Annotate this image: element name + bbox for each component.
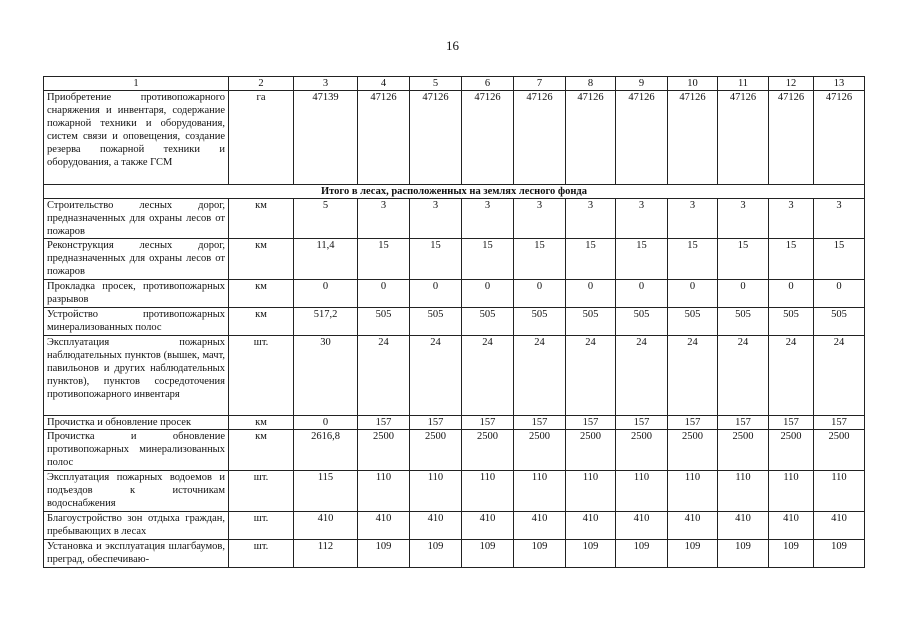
value-cell: 11,4 xyxy=(294,239,358,280)
value-cell: 109 xyxy=(718,540,769,568)
value-cell: 15 xyxy=(769,239,814,280)
unit-of-measure: км xyxy=(229,416,294,430)
column-number-header: 7 xyxy=(514,77,566,91)
value-cell: 47126 xyxy=(462,91,514,185)
value-cell: 115 xyxy=(294,471,358,512)
column-number-header: 12 xyxy=(769,77,814,91)
value-cell: 2500 xyxy=(814,430,865,471)
value-cell: 505 xyxy=(358,308,410,336)
column-number-header: 5 xyxy=(410,77,462,91)
value-cell: 410 xyxy=(566,512,616,540)
value-cell: 505 xyxy=(616,308,668,336)
column-number-header: 6 xyxy=(462,77,514,91)
value-cell: 110 xyxy=(616,471,668,512)
value-cell: 47126 xyxy=(668,91,718,185)
value-cell: 109 xyxy=(410,540,462,568)
value-cell: 3 xyxy=(616,199,668,239)
value-cell: 2500 xyxy=(769,430,814,471)
value-cell: 47139 xyxy=(294,91,358,185)
value-cell: 110 xyxy=(769,471,814,512)
value-cell: 2500 xyxy=(410,430,462,471)
value-cell: 0 xyxy=(814,280,865,308)
value-cell: 24 xyxy=(514,336,566,416)
unit-of-measure: км xyxy=(229,430,294,471)
measure-name: Эксплуатация пожарных наблюдательных пунктов (вышек, мачт, павильонов и других наблюдательных пунктов), пунктов сосредоточения противопожарного инвентаря xyxy=(44,336,229,416)
value-cell: 157 xyxy=(410,416,462,430)
table-row xyxy=(44,512,865,540)
column-number-header: 9 xyxy=(616,77,668,91)
value-cell: 15 xyxy=(358,239,410,280)
value-cell: 3 xyxy=(566,199,616,239)
value-cell: 3 xyxy=(718,199,769,239)
value-cell: 410 xyxy=(294,512,358,540)
value-cell: 24 xyxy=(462,336,514,416)
value-cell: 2500 xyxy=(566,430,616,471)
table-row xyxy=(44,430,865,471)
value-cell: 157 xyxy=(514,416,566,430)
value-cell: 505 xyxy=(814,308,865,336)
value-cell: 3 xyxy=(358,199,410,239)
value-cell: 15 xyxy=(462,239,514,280)
value-cell: 47126 xyxy=(718,91,769,185)
value-cell: 110 xyxy=(566,471,616,512)
value-cell: 505 xyxy=(668,308,718,336)
table-row xyxy=(44,308,865,336)
value-cell: 47126 xyxy=(410,91,462,185)
unit-of-measure: шт. xyxy=(229,471,294,512)
value-cell: 157 xyxy=(814,416,865,430)
value-cell: 110 xyxy=(718,471,769,512)
value-cell: 5 xyxy=(294,199,358,239)
value-cell: 109 xyxy=(462,540,514,568)
value-cell: 47126 xyxy=(814,91,865,185)
table-row xyxy=(44,199,865,239)
value-cell: 505 xyxy=(769,308,814,336)
column-number-header: 4 xyxy=(358,77,410,91)
value-cell: 3 xyxy=(668,199,718,239)
value-cell: 24 xyxy=(769,336,814,416)
column-number-header: 11 xyxy=(718,77,769,91)
measure-name: Реконструкция лесных дорог, предназначенных для охраны лесов от пожаров xyxy=(44,239,229,280)
value-cell: 15 xyxy=(514,239,566,280)
value-cell: 3 xyxy=(769,199,814,239)
value-cell: 157 xyxy=(616,416,668,430)
value-cell: 410 xyxy=(358,512,410,540)
value-cell: 410 xyxy=(814,512,865,540)
value-cell: 47126 xyxy=(358,91,410,185)
table-body xyxy=(44,77,865,568)
value-cell: 30 xyxy=(294,336,358,416)
value-cell: 0 xyxy=(668,280,718,308)
value-cell: 109 xyxy=(566,540,616,568)
column-number-header: 2 xyxy=(229,77,294,91)
value-cell: 15 xyxy=(668,239,718,280)
unit-of-measure: км xyxy=(229,199,294,239)
value-cell: 15 xyxy=(410,239,462,280)
value-cell: 0 xyxy=(718,280,769,308)
measure-name: Строительство лесных дорог, предназначенных для охраны лесов от пожаров xyxy=(44,199,229,239)
value-cell: 157 xyxy=(718,416,769,430)
table-row xyxy=(44,239,865,280)
value-cell: 109 xyxy=(769,540,814,568)
value-cell: 2500 xyxy=(616,430,668,471)
value-cell: 2616,8 xyxy=(294,430,358,471)
value-cell: 505 xyxy=(462,308,514,336)
value-cell: 24 xyxy=(358,336,410,416)
value-cell: 410 xyxy=(410,512,462,540)
value-cell: 157 xyxy=(769,416,814,430)
measure-name: Прочистка и обновление противопожарных минерализованных полос xyxy=(44,430,229,471)
unit-of-measure: га xyxy=(229,91,294,185)
value-cell: 109 xyxy=(358,540,410,568)
value-cell: 505 xyxy=(410,308,462,336)
value-cell: 15 xyxy=(814,239,865,280)
table-row xyxy=(44,471,865,512)
header-row xyxy=(44,77,865,91)
value-cell: 2500 xyxy=(514,430,566,471)
table-row xyxy=(44,280,865,308)
value-cell: 0 xyxy=(514,280,566,308)
value-cell: 24 xyxy=(718,336,769,416)
value-cell: 47126 xyxy=(616,91,668,185)
value-cell: 410 xyxy=(718,512,769,540)
column-number-header: 8 xyxy=(566,77,616,91)
value-cell: 24 xyxy=(616,336,668,416)
value-cell: 157 xyxy=(462,416,514,430)
value-cell: 110 xyxy=(410,471,462,512)
value-cell: 0 xyxy=(294,416,358,430)
value-cell: 110 xyxy=(358,471,410,512)
value-cell: 3 xyxy=(410,199,462,239)
measure-name: Устройство противопожарных минерализованных полос xyxy=(44,308,229,336)
column-number-header: 1 xyxy=(44,77,229,91)
value-cell: 0 xyxy=(294,280,358,308)
value-cell: 2500 xyxy=(358,430,410,471)
measure-name: Установка и эксплуатация шлагбаумов, преград, обеспечиваю- xyxy=(44,540,229,568)
measure-name: Приобретение противопожарного снаряжения и инвентаря, содержание пожарной техники и оборудования, систем связи и оповещения, создание резерва пожарной техники и оборудования, а также ГСМ xyxy=(44,91,229,185)
value-cell: 109 xyxy=(514,540,566,568)
table-row xyxy=(44,336,865,416)
value-cell: 3 xyxy=(514,199,566,239)
measure-name: Прокладка просек, противопожарных разрывов xyxy=(44,280,229,308)
table-row xyxy=(44,540,865,568)
value-cell: 517,2 xyxy=(294,308,358,336)
value-cell: 2500 xyxy=(462,430,514,471)
value-cell: 505 xyxy=(566,308,616,336)
value-cell: 15 xyxy=(566,239,616,280)
value-cell: 47126 xyxy=(566,91,616,185)
unit-of-measure: шт. xyxy=(229,540,294,568)
value-cell: 24 xyxy=(668,336,718,416)
value-cell: 2500 xyxy=(718,430,769,471)
measure-name: Прочистка и обновление просек xyxy=(44,416,229,430)
column-number-header: 3 xyxy=(294,77,358,91)
value-cell: 0 xyxy=(616,280,668,308)
value-cell: 110 xyxy=(668,471,718,512)
value-cell: 24 xyxy=(814,336,865,416)
measure-name: Благоустройство зон отдыха граждан, пребывающих в лесах xyxy=(44,512,229,540)
value-cell: 3 xyxy=(462,199,514,239)
value-cell: 505 xyxy=(718,308,769,336)
forest-fire-measures-table xyxy=(43,76,865,568)
value-cell: 24 xyxy=(410,336,462,416)
value-cell: 2500 xyxy=(668,430,718,471)
value-cell: 15 xyxy=(718,239,769,280)
column-number-header: 13 xyxy=(814,77,865,91)
table-row xyxy=(44,91,865,185)
value-cell: 0 xyxy=(462,280,514,308)
value-cell: 410 xyxy=(514,512,566,540)
value-cell: 109 xyxy=(814,540,865,568)
page-number: 16 xyxy=(446,38,459,53)
value-cell: 0 xyxy=(769,280,814,308)
column-number-header: 10 xyxy=(668,77,718,91)
unit-of-measure: км xyxy=(229,280,294,308)
value-cell: 110 xyxy=(814,471,865,512)
value-cell: 3 xyxy=(814,199,865,239)
value-cell: 47126 xyxy=(514,91,566,185)
value-cell: 110 xyxy=(514,471,566,512)
value-cell: 112 xyxy=(294,540,358,568)
value-cell: 157 xyxy=(668,416,718,430)
unit-of-measure: шт. xyxy=(229,336,294,416)
value-cell: 410 xyxy=(616,512,668,540)
unit-of-measure: шт. xyxy=(229,512,294,540)
value-cell: 410 xyxy=(462,512,514,540)
value-cell: 157 xyxy=(566,416,616,430)
value-cell: 109 xyxy=(616,540,668,568)
value-cell: 47126 xyxy=(769,91,814,185)
value-cell: 15 xyxy=(616,239,668,280)
value-cell: 410 xyxy=(668,512,718,540)
table-row xyxy=(44,416,865,430)
unit-of-measure: км xyxy=(229,308,294,336)
section-header-row xyxy=(44,185,865,199)
value-cell: 0 xyxy=(410,280,462,308)
value-cell: 0 xyxy=(358,280,410,308)
value-cell: 110 xyxy=(462,471,514,512)
measure-name: Эксплуатация пожарных водоемов и подъездов к источникам водоснабжения xyxy=(44,471,229,512)
section-title: Итого в лесах, расположенных на землях лесного фонда xyxy=(44,185,865,199)
value-cell: 0 xyxy=(566,280,616,308)
value-cell: 505 xyxy=(514,308,566,336)
value-cell: 410 xyxy=(769,512,814,540)
unit-of-measure: км xyxy=(229,239,294,280)
value-cell: 157 xyxy=(358,416,410,430)
value-cell: 109 xyxy=(668,540,718,568)
value-cell: 24 xyxy=(566,336,616,416)
